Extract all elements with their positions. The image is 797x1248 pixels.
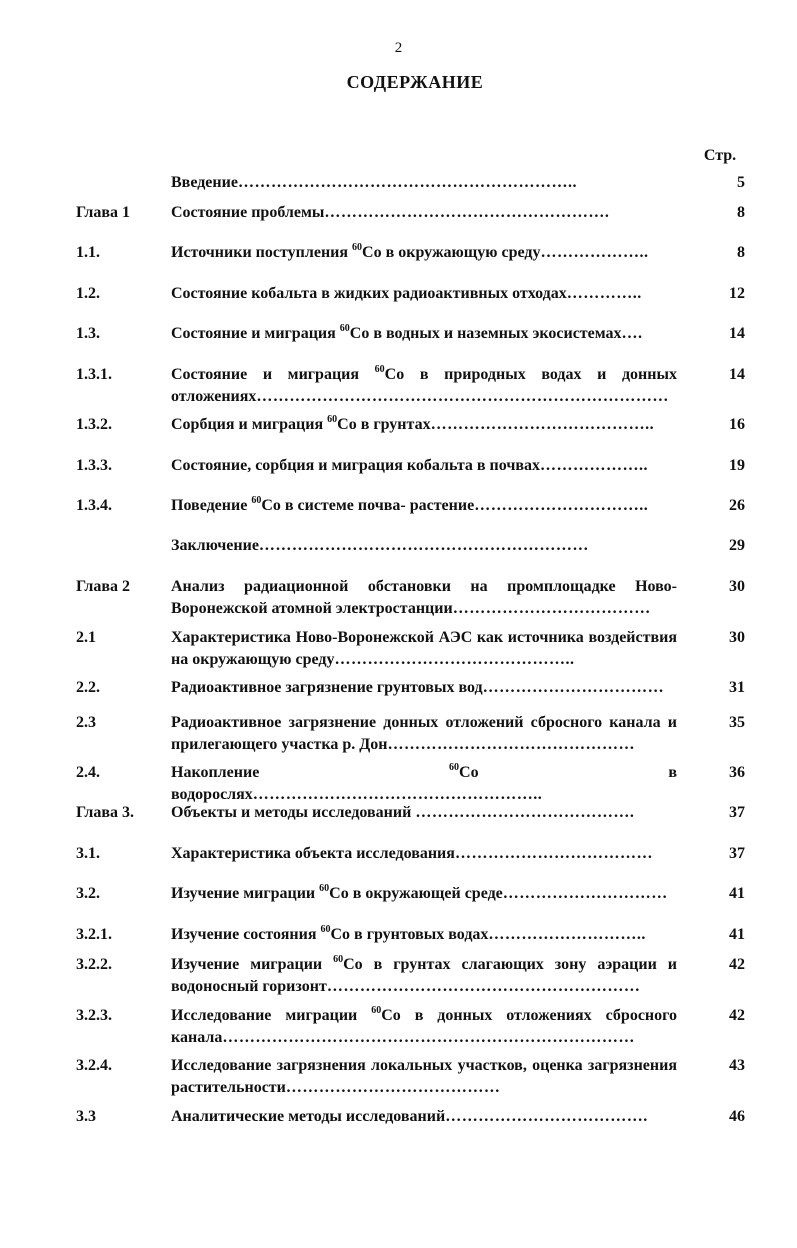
toc-entry-number: Глава 2 <box>76 578 130 595</box>
toc-entry-page: 43 <box>729 1057 745 1074</box>
toc-entry-title-text: Поведение <box>171 497 252 514</box>
toc-leader-dots: ……………………………… <box>452 600 651 617</box>
toc-entry-title-text: Характеристика объекта исследования <box>171 845 455 862</box>
isotope-mass-number: 60 <box>352 242 363 253</box>
toc-entry-title-text: Со в грунтовых водах <box>330 926 489 943</box>
toc-entry-number: 1.3.2. <box>76 416 112 433</box>
toc-entry-title-text: Со в водных и наземных экосистемах <box>349 325 622 342</box>
toc-leader-dots: …………………………………………….. <box>252 786 543 803</box>
toc-entry-number: 3.2.4. <box>76 1057 112 1074</box>
toc-entry-title-text: Со в донных отложениях сбросного канала <box>171 1007 678 1046</box>
toc-entry-title-text: Со в окружающей среде <box>329 885 503 902</box>
toc-entry-page: 31 <box>729 679 745 696</box>
toc-entry-title-text: Со в окружающую среду <box>362 244 541 261</box>
toc-entry-page: 5 <box>737 174 745 191</box>
toc-entry-title <box>171 576 677 620</box>
toc-leader-dots: ………………………………………………… <box>326 978 641 995</box>
toc-entry-title-text: Состояние и миграция <box>171 325 340 342</box>
toc-entry-title <box>171 455 677 477</box>
toc-entry-number: 1.3.4. <box>76 497 112 514</box>
toc-entry-title-text: Изучение миграции <box>171 956 334 973</box>
toc-entry-page: 14 <box>729 325 745 342</box>
toc-leader-dots: ………………………………. <box>445 1108 648 1125</box>
toc-entry-number: Глава 3. <box>76 804 134 821</box>
toc-leader-dots: ………………………………………………………………… <box>256 388 669 405</box>
toc-entry-title-text: Введение <box>171 174 238 191</box>
isotope-mass-number: 60 <box>449 762 460 773</box>
toc-entry-title-text: Состояние проблемы <box>171 204 325 221</box>
toc-entry-page: 8 <box>737 244 745 261</box>
toc-leader-dots: ……………….. <box>540 457 649 474</box>
toc-entry-title-text: Аналитические методы исследований <box>171 1108 446 1125</box>
toc-entry-title-text: Со в природных водах и донных отложениях <box>171 366 677 405</box>
toc-entry-title-text: Изучение состояния <box>171 926 321 943</box>
toc-entry-title <box>171 323 677 345</box>
toc-leader-dots: ………………………………….. <box>430 416 655 433</box>
toc-entry-number: 1.3.3. <box>76 457 112 474</box>
toc-entry-page: 30 <box>729 629 745 646</box>
toc-entry-page: 35 <box>729 714 745 731</box>
toc-entry-title-text: Анализ радиационной обстановки на промплощадке Ново-Воронежской атомной электростанции <box>171 578 677 617</box>
isotope-mass-number: 60 <box>320 924 331 935</box>
toc-entry-page: 16 <box>729 416 745 433</box>
toc-entry-number: 2.3 <box>76 714 96 731</box>
toc-entry-page: 46 <box>729 1108 745 1125</box>
page-column-header: Стр. <box>703 147 737 164</box>
isotope-mass-number: 60 <box>327 414 338 425</box>
toc-entry-title-text: Накопление <box>171 764 450 781</box>
toc-entry-number: 1.1. <box>76 244 100 261</box>
toc-entry-number: 2.2. <box>76 679 100 696</box>
toc-leader-dots: …. <box>621 325 643 342</box>
toc-entry-title-text: Со в грунтах слагающих зону аэрации и водоносный горизонт <box>171 956 678 995</box>
toc-leader-dots: …………………………………. <box>415 804 635 821</box>
toc-entry-number: 3.3 <box>76 1108 96 1125</box>
toc-entry-title-text: Изучение миграции <box>171 885 320 902</box>
isotope-mass-number: 60 <box>371 1005 382 1016</box>
toc-entry-title <box>171 843 677 865</box>
toc-entry-title-text: Состояние, сорбция и миграция кобальта в почвах <box>171 457 541 474</box>
isotope-mass-number: 60 <box>251 495 262 506</box>
toc-entry-page: 26 <box>729 497 745 514</box>
toc-entry-title-text: Состояние кобальта в жидких радиоактивных отходах <box>171 285 567 302</box>
toc-entry-number: Глава 1 <box>76 204 130 221</box>
page-title: СОДЕРЖАНИЕ <box>346 72 484 92</box>
toc-leader-dots: …………………………………………………….. <box>237 174 577 191</box>
toc-entry-number: 3.2.3. <box>76 1007 112 1024</box>
toc-leader-dots: ……………….. <box>540 244 649 261</box>
toc-leader-dots: ……………………….. <box>488 926 646 943</box>
toc-entry-page: 14 <box>729 366 745 383</box>
toc-entry-number: 3.2. <box>76 885 100 902</box>
toc-entry-title <box>171 172 677 194</box>
toc-entry-page: 37 <box>729 804 745 821</box>
toc-entry-title-text: Исследование миграции <box>171 1007 372 1024</box>
toc-entry-title-text: Со в системе почва- растение <box>261 497 475 514</box>
isotope-mass-number: 60 <box>319 883 330 894</box>
toc-entry-title <box>171 802 677 824</box>
toc-entry-title-text: Радиоактивное загрязнение грунтовых вод <box>171 679 483 696</box>
toc-entry-number: 1.3.1. <box>76 366 112 383</box>
toc-entry-title-text: Заключение <box>171 537 259 554</box>
toc-entry-page: 41 <box>729 885 745 902</box>
toc-entry-title <box>171 1055 677 1099</box>
toc-entry-number: 1.2. <box>76 285 100 302</box>
toc-entry-title <box>171 1005 677 1049</box>
toc-entry-title-text: Сорбция и миграция <box>171 416 328 433</box>
toc-entry-title <box>171 677 677 699</box>
toc-entry-page: 41 <box>729 926 745 943</box>
toc-entry-title <box>171 883 677 905</box>
toc-entry-page: 19 <box>729 457 745 474</box>
toc-entry-title <box>171 924 677 946</box>
toc-entry-title <box>171 954 677 998</box>
toc-leader-dots: …………………………………………………… <box>258 537 589 554</box>
page-number: 2 <box>394 40 403 56</box>
toc-leader-dots: ………………………….. <box>474 497 649 514</box>
isotope-mass-number: 60 <box>374 364 385 375</box>
toc-entry-number: 3.1. <box>76 845 100 862</box>
toc-entry-number: 2.1 <box>76 629 96 646</box>
toc-leader-dots: ………….. <box>566 285 642 302</box>
isotope-mass-number: 60 <box>333 954 344 965</box>
toc-entry-number: 2.4. <box>76 764 100 781</box>
toc-entry-number: 3.2.2. <box>76 956 112 973</box>
toc-entry-title-text: Объекты и методы исследований <box>171 804 416 821</box>
toc-entry-page: 42 <box>729 1007 745 1024</box>
toc-entry-title <box>171 495 677 517</box>
toc-entry-title-text: Со в грунтах <box>337 416 431 433</box>
toc-leader-dots: ……………………………… <box>454 845 653 862</box>
toc-entry-title-text: Характеристика Ново-Воронежской АЭС как источника воздействия на окружающую среду <box>171 629 677 668</box>
toc-entry-title <box>171 712 677 756</box>
toc-entry-title-text: Исследование загрязнения локальных участков, оценка загрязнения растительности <box>171 1057 677 1096</box>
toc-entry-page: 36 <box>729 764 745 781</box>
toc-entry-page: 29 <box>729 537 745 554</box>
toc-entry-title <box>171 1106 677 1128</box>
toc-leader-dots: ………………………………… <box>285 1079 501 1096</box>
toc-leader-dots: ……………………………………………. <box>324 204 610 221</box>
toc-entry-page: 8 <box>737 204 745 221</box>
toc-entry-title <box>171 242 677 264</box>
toc-entry-title <box>171 762 677 806</box>
toc-entry-title-text: Источники поступления <box>171 244 353 261</box>
toc-entry-title-text: Со в водорослях <box>171 764 677 803</box>
toc-entry-title <box>171 414 677 436</box>
toc-entry-title <box>171 202 677 224</box>
toc-entry-number: 1.3. <box>76 325 100 342</box>
toc-entry-title <box>171 627 677 671</box>
toc-entry-title <box>171 364 677 408</box>
toc-entry-title <box>171 535 677 557</box>
toc-entry-page: 30 <box>729 578 745 595</box>
toc-entry-page: 37 <box>729 845 745 862</box>
toc-entry-title <box>171 283 677 305</box>
isotope-mass-number: 60 <box>339 323 350 334</box>
toc-entry-page: 12 <box>729 285 745 302</box>
toc-entry-number: 3.2.1. <box>76 926 112 943</box>
toc-entry-title-text: Радиоактивное загрязнение донных отложений сбросного канала и прилегающего участка р. Дон <box>171 714 677 753</box>
toc-entry-title-text: Состояние и миграция <box>171 366 375 383</box>
toc-leader-dots: ……………………………………… <box>387 736 635 753</box>
toc-entry-page: 42 <box>729 956 745 973</box>
toc-leader-dots: ………………………………………………………………… <box>222 1029 635 1046</box>
toc-leader-dots: …………………………… <box>482 679 665 696</box>
toc-leader-dots: …………………………………….. <box>334 651 575 668</box>
toc-leader-dots: ………………………… <box>502 885 668 902</box>
